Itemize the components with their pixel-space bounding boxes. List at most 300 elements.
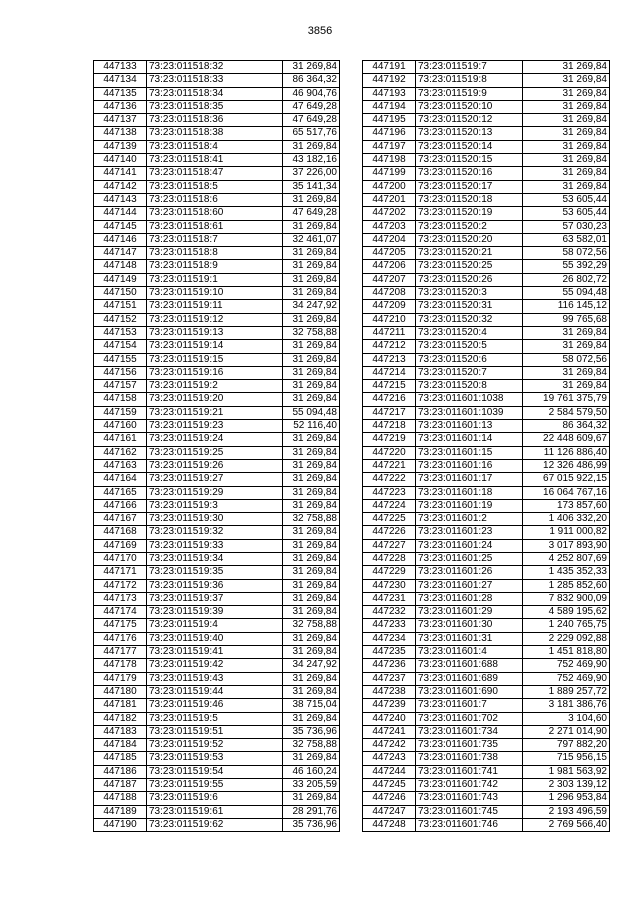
row-id: 447188 xyxy=(94,792,147,805)
table-row xyxy=(363,699,610,712)
cadastral-number: 73:23:011520:16 xyxy=(416,167,523,180)
row-id: 447239 xyxy=(363,699,416,712)
row-id: 447222 xyxy=(363,473,416,486)
cadastral-value: 31 269,84 xyxy=(523,127,610,140)
cadastral-number: 73:23:011518:4 xyxy=(147,140,283,153)
table-row xyxy=(94,340,340,353)
cadastral-value: 31 269,84 xyxy=(283,592,340,605)
row-id: 447176 xyxy=(94,632,147,645)
cadastral-value: 47 649,28 xyxy=(283,207,340,220)
cadastral-number: 73:23:011518:32 xyxy=(147,61,283,74)
cadastral-number: 73:23:011601:4 xyxy=(416,646,523,659)
table-row xyxy=(94,659,340,672)
table-row xyxy=(363,765,610,778)
table-body-right xyxy=(363,61,610,832)
table-row xyxy=(363,420,610,433)
row-id: 447186 xyxy=(94,765,147,778)
cadastral-number: 73:23:011519:51 xyxy=(147,725,283,738)
cadastral-value: 31 269,84 xyxy=(523,340,610,353)
row-id: 447159 xyxy=(94,406,147,419)
table-row xyxy=(94,779,340,792)
cadastral-value: 31 269,84 xyxy=(283,552,340,565)
table-row xyxy=(94,712,340,725)
cadastral-value: 43 182,16 xyxy=(283,154,340,167)
row-id: 447146 xyxy=(94,233,147,246)
row-id: 447223 xyxy=(363,486,416,499)
table-row xyxy=(94,765,340,778)
table-row xyxy=(94,393,340,406)
cadastral-value: 47 649,28 xyxy=(283,114,340,127)
cadastral-value: 1 451 818,80 xyxy=(523,646,610,659)
table-row xyxy=(94,486,340,499)
cadastral-value: 31 269,84 xyxy=(283,220,340,233)
row-id: 447167 xyxy=(94,513,147,526)
cadastral-number: 73:23:011518:9 xyxy=(147,260,283,273)
cadastral-value: 3 017 893,90 xyxy=(523,539,610,552)
row-id: 447163 xyxy=(94,459,147,472)
cadastral-number: 73:23:011601:2 xyxy=(416,513,523,526)
table-row xyxy=(94,592,340,605)
table-row xyxy=(94,273,340,286)
cadastral-number: 73:23:011519:54 xyxy=(147,765,283,778)
table-row xyxy=(94,539,340,552)
cadastral-number: 73:23:011519:21 xyxy=(147,406,283,419)
row-id: 447234 xyxy=(363,632,416,645)
cadastral-value: 58 072,56 xyxy=(523,353,610,366)
cadastral-number: 73:23:011520:4 xyxy=(416,326,523,339)
cadastral-number: 73:23:011601:23 xyxy=(416,526,523,539)
cadastral-number: 73:23:011519:46 xyxy=(147,699,283,712)
row-id: 447150 xyxy=(94,287,147,300)
row-id: 447133 xyxy=(94,61,147,74)
cadastral-value: 31 269,84 xyxy=(283,459,340,472)
cadastral-number: 73:23:011519:52 xyxy=(147,739,283,752)
cadastral-number: 73:23:011601:7 xyxy=(416,699,523,712)
cadastral-value: 46 904,76 xyxy=(283,87,340,100)
table-row xyxy=(94,247,340,260)
table-row xyxy=(94,513,340,526)
table-row xyxy=(363,818,610,831)
cadastral-number: 73:23:011601:30 xyxy=(416,619,523,632)
cadastral-number: 73:23:011601:735 xyxy=(416,739,523,752)
table-row xyxy=(363,486,610,499)
cadastral-number: 73:23:011518:36 xyxy=(147,114,283,127)
table-row xyxy=(363,552,610,565)
cadastral-number: 73:23:011519:30 xyxy=(147,513,283,526)
table-row xyxy=(363,779,610,792)
cadastral-number: 73:23:011601:746 xyxy=(416,818,523,831)
cadastral-number: 73:23:011520:20 xyxy=(416,233,523,246)
cadastral-value: 55 094,48 xyxy=(283,406,340,419)
row-id: 447194 xyxy=(363,100,416,113)
row-id: 447164 xyxy=(94,473,147,486)
cadastral-number: 73:23:011519:41 xyxy=(147,646,283,659)
row-id: 447143 xyxy=(94,193,147,206)
cadastral-number: 73:23:011519:27 xyxy=(147,473,283,486)
row-id: 447196 xyxy=(363,127,416,140)
row-id: 447179 xyxy=(94,672,147,685)
cadastral-value: 31 269,84 xyxy=(523,61,610,74)
cadastral-number: 73:23:011520:15 xyxy=(416,154,523,167)
table-row xyxy=(363,207,610,220)
cadastral-number: 73:23:011518:33 xyxy=(147,74,283,87)
table-row xyxy=(363,739,610,752)
cadastral-number: 73:23:011601:689 xyxy=(416,672,523,685)
cadastral-number: 73:23:011601:14 xyxy=(416,433,523,446)
cadastral-number: 73:23:011519:12 xyxy=(147,313,283,326)
row-id: 447155 xyxy=(94,353,147,366)
row-id: 447226 xyxy=(363,526,416,539)
row-id: 447174 xyxy=(94,606,147,619)
cadastral-value: 31 269,84 xyxy=(283,606,340,619)
table-row xyxy=(94,100,340,113)
cadastral-value: 31 269,84 xyxy=(283,393,340,406)
table-row xyxy=(94,300,340,313)
cadastral-number: 73:23:011519:8 xyxy=(416,74,523,87)
row-id: 447170 xyxy=(94,552,147,565)
cadastral-number: 73:23:011601:28 xyxy=(416,592,523,605)
row-id: 447230 xyxy=(363,579,416,592)
table-row xyxy=(363,326,610,339)
cadastral-value: 31 269,84 xyxy=(283,140,340,153)
row-id: 447152 xyxy=(94,313,147,326)
table-row xyxy=(363,247,610,260)
cadastral-value: 31 269,84 xyxy=(283,486,340,499)
row-id: 447206 xyxy=(363,260,416,273)
table-row xyxy=(94,526,340,539)
cadastral-number: 73:23:011519:5 xyxy=(147,712,283,725)
table-row xyxy=(94,74,340,87)
table-row xyxy=(94,140,340,153)
table-row xyxy=(363,752,610,765)
table-row xyxy=(363,433,610,446)
cadastral-value: 31 269,84 xyxy=(283,433,340,446)
table-row xyxy=(363,646,610,659)
cadastral-value: 1 406 332,20 xyxy=(523,513,610,526)
cadastral-value: 16 064 767,16 xyxy=(523,486,610,499)
cadastral-number: 73:23:011520:3 xyxy=(416,287,523,300)
cadastral-number: 73:23:011519:61 xyxy=(147,805,283,818)
cadastral-value: 31 269,84 xyxy=(283,792,340,805)
row-id: 447241 xyxy=(363,725,416,738)
cadastral-value: 2 229 092,88 xyxy=(523,632,610,645)
table-row xyxy=(94,552,340,565)
row-id: 447165 xyxy=(94,486,147,499)
table-row xyxy=(363,685,610,698)
row-id: 447245 xyxy=(363,779,416,792)
cadastral-number: 73:23:011601:16 xyxy=(416,459,523,472)
row-id: 447168 xyxy=(94,526,147,539)
cadastral-value: 797 882,20 xyxy=(523,739,610,752)
cadastral-value: 28 291,76 xyxy=(283,805,340,818)
cadastral-number: 73:23:011520:7 xyxy=(416,366,523,379)
table-row xyxy=(94,459,340,472)
registry-table-right xyxy=(362,60,610,832)
table-row xyxy=(363,61,610,74)
cadastral-value: 31 269,84 xyxy=(283,712,340,725)
table-row xyxy=(94,579,340,592)
cadastral-value: 31 269,84 xyxy=(523,380,610,393)
cadastral-number: 73:23:011519:3 xyxy=(147,499,283,512)
cadastral-number: 73:23:011518:38 xyxy=(147,127,283,140)
table-row xyxy=(363,233,610,246)
cadastral-value: 31 269,84 xyxy=(283,313,340,326)
cadastral-value: 1 296 953,84 xyxy=(523,792,610,805)
cadastral-number: 73:23:011519:6 xyxy=(147,792,283,805)
table-row xyxy=(94,406,340,419)
table-row xyxy=(363,459,610,472)
cadastral-number: 73:23:011519:4 xyxy=(147,619,283,632)
table-row xyxy=(94,127,340,140)
row-id: 447207 xyxy=(363,273,416,286)
cadastral-number: 73:23:011520:25 xyxy=(416,260,523,273)
row-id: 447162 xyxy=(94,446,147,459)
cadastral-value: 1 435 352,33 xyxy=(523,566,610,579)
cadastral-number: 73:23:011520:5 xyxy=(416,340,523,353)
table-row xyxy=(363,366,610,379)
row-id: 447183 xyxy=(94,725,147,738)
cadastral-number: 73:23:011519:1 xyxy=(147,273,283,286)
cadastral-number: 73:23:011520:8 xyxy=(416,380,523,393)
cadastral-number: 73:23:011519:53 xyxy=(147,752,283,765)
cadastral-number: 73:23:011601:742 xyxy=(416,779,523,792)
cadastral-number: 73:23:011519:7 xyxy=(416,61,523,74)
cadastral-number: 73:23:011519:39 xyxy=(147,606,283,619)
row-id: 447197 xyxy=(363,140,416,153)
row-id: 447173 xyxy=(94,592,147,605)
cadastral-value: 12 326 486,99 xyxy=(523,459,610,472)
row-id: 447151 xyxy=(94,300,147,313)
row-id: 447171 xyxy=(94,566,147,579)
cadastral-number: 73:23:011601:19 xyxy=(416,499,523,512)
cadastral-value: 2 769 566,40 xyxy=(523,818,610,831)
cadastral-number: 73:23:011519:37 xyxy=(147,592,283,605)
cadastral-value: 67 015 922,15 xyxy=(523,473,610,486)
cadastral-value: 1 889 257,72 xyxy=(523,685,610,698)
table-row xyxy=(363,180,610,193)
row-id: 447142 xyxy=(94,180,147,193)
table-row xyxy=(363,273,610,286)
table-row xyxy=(363,313,610,326)
table-row xyxy=(363,167,610,180)
row-id: 447182 xyxy=(94,712,147,725)
cadastral-value: 53 605,44 xyxy=(523,207,610,220)
table-row xyxy=(94,606,340,619)
cadastral-number: 73:23:011601:29 xyxy=(416,606,523,619)
cadastral-number: 73:23:011601:690 xyxy=(416,685,523,698)
table-row xyxy=(363,380,610,393)
row-id: 447177 xyxy=(94,646,147,659)
row-id: 447248 xyxy=(363,818,416,831)
table-row xyxy=(94,353,340,366)
cadastral-value: 53 605,44 xyxy=(523,193,610,206)
table-row xyxy=(363,74,610,87)
cadastral-value: 1 285 852,60 xyxy=(523,579,610,592)
cadastral-number: 73:23:011601:741 xyxy=(416,765,523,778)
table-row xyxy=(94,326,340,339)
cadastral-number: 73:23:011519:44 xyxy=(147,685,283,698)
cadastral-value: 32 461,07 xyxy=(283,233,340,246)
cadastral-number: 73:23:011601:24 xyxy=(416,539,523,552)
cadastral-number: 73:23:011518:60 xyxy=(147,207,283,220)
row-id: 447134 xyxy=(94,74,147,87)
row-id: 447185 xyxy=(94,752,147,765)
cadastral-value: 31 269,84 xyxy=(283,380,340,393)
row-id: 447225 xyxy=(363,513,416,526)
row-id: 447201 xyxy=(363,193,416,206)
table-row xyxy=(363,539,610,552)
row-id: 447137 xyxy=(94,114,147,127)
table-row xyxy=(363,154,610,167)
cadastral-value: 57 030,23 xyxy=(523,220,610,233)
row-id: 447236 xyxy=(363,659,416,672)
registry-table-left xyxy=(93,60,340,832)
cadastral-value: 11 126 886,40 xyxy=(523,446,610,459)
cadastral-value: 31 269,84 xyxy=(283,685,340,698)
cadastral-value: 32 758,88 xyxy=(283,619,340,632)
row-id: 447242 xyxy=(363,739,416,752)
cadastral-number: 73:23:011601:17 xyxy=(416,473,523,486)
cadastral-number: 73:23:011519:42 xyxy=(147,659,283,672)
table-body-left xyxy=(94,61,340,832)
cadastral-number: 73:23:011519:29 xyxy=(147,486,283,499)
cadastral-value: 31 269,84 xyxy=(523,167,610,180)
row-id: 447200 xyxy=(363,180,416,193)
cadastral-value: 31 269,84 xyxy=(283,579,340,592)
table-row xyxy=(94,87,340,100)
cadastral-number: 73:23:011520:2 xyxy=(416,220,523,233)
table-row xyxy=(94,61,340,74)
table-row xyxy=(363,579,610,592)
row-id: 447238 xyxy=(363,685,416,698)
table-row xyxy=(363,619,610,632)
table-row xyxy=(363,287,610,300)
row-id: 447209 xyxy=(363,300,416,313)
cadastral-number: 73:23:011520:19 xyxy=(416,207,523,220)
table-row xyxy=(94,792,340,805)
row-id: 447212 xyxy=(363,340,416,353)
cadastral-number: 73:23:011601:26 xyxy=(416,566,523,579)
table-row xyxy=(94,699,340,712)
row-id: 447135 xyxy=(94,87,147,100)
cadastral-number: 73:23:011519:11 xyxy=(147,300,283,313)
row-id: 447149 xyxy=(94,273,147,286)
row-id: 447224 xyxy=(363,499,416,512)
cadastral-number: 73:23:011601:25 xyxy=(416,552,523,565)
cadastral-number: 73:23:011518:35 xyxy=(147,100,283,113)
row-id: 447204 xyxy=(363,233,416,246)
row-id: 447192 xyxy=(363,74,416,87)
cadastral-value: 31 269,84 xyxy=(283,672,340,685)
row-id: 447193 xyxy=(363,87,416,100)
table-row xyxy=(94,473,340,486)
cadastral-number: 73:23:011519:16 xyxy=(147,366,283,379)
table-row xyxy=(363,499,610,512)
row-id: 447240 xyxy=(363,712,416,725)
cadastral-value: 86 364,32 xyxy=(283,74,340,87)
cadastral-value: 31 269,84 xyxy=(283,646,340,659)
row-id: 447205 xyxy=(363,247,416,260)
cadastral-value: 2 271 014,90 xyxy=(523,725,610,738)
cadastral-number: 73:23:011519:55 xyxy=(147,779,283,792)
table-row xyxy=(363,792,610,805)
row-id: 447158 xyxy=(94,393,147,406)
cadastral-value: 31 269,84 xyxy=(523,87,610,100)
cadastral-number: 73:23:011601:745 xyxy=(416,805,523,818)
table-row xyxy=(94,499,340,512)
row-id: 447156 xyxy=(94,366,147,379)
cadastral-number: 73:23:011601:1039 xyxy=(416,406,523,419)
row-id: 447214 xyxy=(363,366,416,379)
cadastral-number: 73:23:011519:33 xyxy=(147,539,283,552)
cadastral-value: 173 857,60 xyxy=(523,499,610,512)
cadastral-value: 4 252 807,69 xyxy=(523,552,610,565)
cadastral-value: 31 269,84 xyxy=(283,752,340,765)
row-id: 447244 xyxy=(363,765,416,778)
cadastral-value: 1 911 000,82 xyxy=(523,526,610,539)
row-id: 447232 xyxy=(363,606,416,619)
table-row xyxy=(363,340,610,353)
table-row xyxy=(94,154,340,167)
cadastral-number: 73:23:011601:1038 xyxy=(416,393,523,406)
cadastral-number: 73:23:011518:34 xyxy=(147,87,283,100)
row-id: 447202 xyxy=(363,207,416,220)
cadastral-number: 73:23:011518:8 xyxy=(147,247,283,260)
table-row xyxy=(363,114,610,127)
table-row xyxy=(94,380,340,393)
row-id: 447211 xyxy=(363,326,416,339)
cadastral-number: 73:23:011520:6 xyxy=(416,353,523,366)
cadastral-number: 73:23:011519:40 xyxy=(147,632,283,645)
table-row xyxy=(94,646,340,659)
row-id: 447175 xyxy=(94,619,147,632)
table-row xyxy=(363,566,610,579)
row-id: 447218 xyxy=(363,420,416,433)
row-id: 447141 xyxy=(94,167,147,180)
table-row xyxy=(363,140,610,153)
table-row xyxy=(363,473,610,486)
table-row xyxy=(363,725,610,738)
cadastral-value: 31 269,84 xyxy=(283,539,340,552)
cadastral-number: 73:23:011601:27 xyxy=(416,579,523,592)
table-row xyxy=(94,446,340,459)
cadastral-value: 31 269,84 xyxy=(283,499,340,512)
table-row xyxy=(363,406,610,419)
cadastral-value: 31 269,84 xyxy=(523,74,610,87)
row-id: 447148 xyxy=(94,260,147,273)
cadastral-value: 52 116,40 xyxy=(283,420,340,433)
row-id: 447140 xyxy=(94,154,147,167)
cadastral-number: 73:23:011520:12 xyxy=(416,114,523,127)
row-id: 447219 xyxy=(363,433,416,446)
row-id: 447189 xyxy=(94,805,147,818)
row-id: 447246 xyxy=(363,792,416,805)
cadastral-number: 73:23:011519:26 xyxy=(147,459,283,472)
row-id: 447160 xyxy=(94,420,147,433)
cadastral-value: 715 956,15 xyxy=(523,752,610,765)
row-id: 447187 xyxy=(94,779,147,792)
table-row xyxy=(363,513,610,526)
cadastral-value: 34 247,92 xyxy=(283,659,340,672)
row-id: 447213 xyxy=(363,353,416,366)
cadastral-value: 31 269,84 xyxy=(283,353,340,366)
cadastral-value: 38 715,04 xyxy=(283,699,340,712)
cadastral-number: 73:23:011518:47 xyxy=(147,167,283,180)
table-row xyxy=(363,592,610,605)
row-id: 447199 xyxy=(363,167,416,180)
cadastral-value: 47 649,28 xyxy=(283,100,340,113)
cadastral-number: 73:23:011601:15 xyxy=(416,446,523,459)
